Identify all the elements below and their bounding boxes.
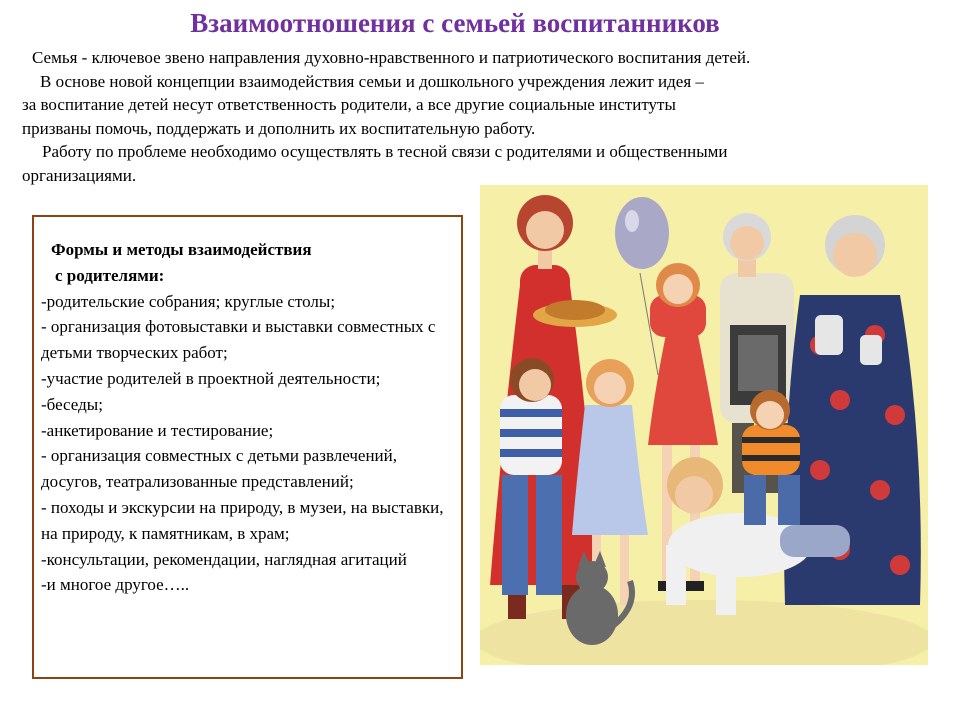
method-item: - организация совместных с детьми развлечений, досугов, театрализованные представлений; [41, 446, 397, 492]
intro-line: В основе новой концепции взаимодействия семьи и дошкольного учреждения лежит идея – [40, 71, 704, 91]
family-illustration [480, 185, 928, 665]
slide-title: Взаимоотношения с семьей воспитанников [190, 8, 720, 38]
methods-heading [41, 237, 455, 289]
methods-heading-line: Формы и методы взаимодействия [51, 240, 312, 259]
intro-line: Работу по проблеме необходимо осуществлять в тесной связи с родителями и общественными [42, 142, 728, 161]
intro-text [22, 46, 947, 187]
method-item: -консультации, рекомендации, наглядная агитаций [41, 549, 407, 569]
method-item: -беседы; [41, 394, 103, 414]
methods-heading-line: с родителями: [55, 265, 165, 285]
intro-line: призваны помочь, поддержать и дополнить их воспитательную работу. [22, 118, 536, 138]
family-illustration-icon [480, 185, 928, 665]
method-item: -анкетирование и тестирование; [41, 420, 274, 440]
intro-line: за воспитание детей несут ответственность родители, а все другие социальные институты [22, 95, 676, 114]
method-item: -и многое другое….. [41, 575, 190, 595]
method-item: - организация фотовыставки и выставки совместных с детьми творческих работ; [41, 317, 436, 363]
methods-box [32, 215, 463, 679]
intro-line: Семья - ключевое звено направления духовно-нравственного и патриотического воспитания детей. [32, 48, 751, 67]
method-item: -родительские собрания; круглые столы; [41, 291, 336, 311]
method-item: -участие родителей в проектной деятельности; [41, 368, 381, 388]
intro-line: организациями. [22, 165, 137, 185]
methods-list [41, 289, 455, 599]
method-item: - походы и экскурсии на природу, в музеи, на выставки, на природу, к памятникам, в храм; [41, 497, 444, 543]
